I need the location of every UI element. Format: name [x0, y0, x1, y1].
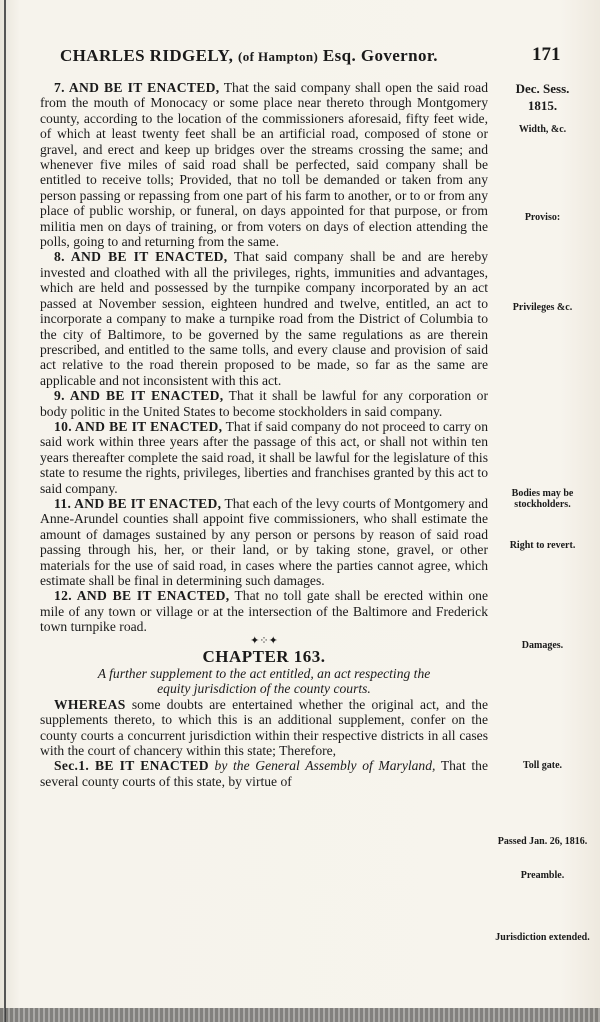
- whereas-lead: WHEREAS: [54, 696, 126, 712]
- running-title-main: CHARLES RIDGELY,: [60, 46, 234, 65]
- session-note: [490, 80, 595, 114]
- margin-note-passed: Passed Jan. 26, 1816.: [497, 836, 588, 847]
- margin-note-revert: Right to revert.: [509, 540, 576, 551]
- section-lead: 11. AND BE IT ENACTED,: [54, 495, 222, 511]
- section-12: [40, 588, 488, 634]
- chapter-heading: CHAPTER 163.: [202, 646, 326, 666]
- preamble-paragraph: [40, 697, 488, 759]
- section-lead: 7. AND BE IT ENACTED,: [54, 80, 220, 95]
- section-9: [40, 388, 488, 419]
- margin-note-preamble: Preamble.: [520, 870, 565, 881]
- sec1-italic: by the General Assembly of Maryland,: [214, 758, 436, 774]
- section-1-paragraph: [40, 758, 488, 789]
- section-lead: 9. AND BE IT ENACTED,: [54, 388, 224, 404]
- sec1-text: That the several county courts of this state, by virtue of: [40, 758, 488, 789]
- running-title-of: (of Hampton): [237, 49, 319, 64]
- section-divider-ornament: ✦⁘✦: [250, 634, 278, 647]
- section-lead: 10. AND BE IT ENACTED,: [54, 418, 223, 434]
- chapter-subtitle-line-1: A further supplement to the act entitled, an act respecting the: [97, 666, 431, 682]
- margin-note-proviso: Proviso:: [524, 212, 561, 223]
- page-bottom-edge: [0, 1008, 600, 1022]
- session-year: 1815.: [527, 98, 558, 113]
- section-lead: 12. AND BE IT ENACTED,: [54, 588, 230, 604]
- section-lead: 8. AND BE IT ENACTED,: [54, 249, 228, 265]
- margin-note-privileges: Privileges &c.: [512, 302, 573, 313]
- running-header: [60, 46, 530, 66]
- margin-note-width: Width, &c.: [518, 124, 567, 135]
- section-text: That no toll gate shall be erected within one mile of any town or village or at the intersection of the Baltimore and Frederick town turnpike road.: [40, 588, 489, 635]
- page-binding-edge: [4, 0, 6, 1022]
- margin-note-bodies: Bodies may be stockholders.: [511, 488, 574, 510]
- margin-note-damages: Damages.: [521, 640, 564, 651]
- page-number: 171: [532, 44, 561, 65]
- section-text: That if said company do not proceed to carry on said work within three years after the passage of this act, or shall not within ten years thereafter complete the said road, it shall be lawful for the legislature of this state to resume the rights, privileges, liberties and franchises granted by this act to said company.: [40, 418, 489, 496]
- section-11: [40, 496, 488, 588]
- sec1-lead: Sec.1. BE IT ENACTED: [54, 758, 209, 774]
- section-text: That each of the levy courts of Montgomery and Anne-Arundel counties shall appoint five commissioners, who shall estimate the amount of damages sustained by any person or persons by reason of said road passing through his, her, or their land, or by taking stone, gravel, or other materials for the use of said road, in cases where the parties cannot agree, which estimate shall be final in determining such damages.: [40, 495, 488, 588]
- margin-note-jurisdiction: Jurisdiction extended.: [495, 932, 590, 943]
- section-8: [40, 249, 488, 388]
- section-7: [40, 80, 488, 249]
- running-title-end: Esq. Governor.: [322, 46, 438, 65]
- section-text: That it shall be lawful for any corporation or body politic in the United States to become stockholders in said company.: [40, 388, 488, 419]
- section-text: That the said company shall open the said road from the mouth of Monocacy or some place near thereto through Montgomery county, according to the location of the commissioners aforesaid, fifty feet wide, of which at least twenty feet shall be an artificial road, composed of stone or gravel, and erect and keep up bridges over the streams crossing the same; and whenever five miles of said road shall be perfected, said company shall be entitled to receive tolls; Provided, that no toll be demanded or taken from any person passing or repassing from one part of his farm to another, or to or from any place of public worship, or funeral, on days appointed for that purpose, or from militia men on days of training, or from voters on days of election attending the polls, going to and returning from the same.: [40, 80, 488, 250]
- margin-note-tollgate: Toll gate.: [522, 760, 563, 771]
- session-label: Dec. Sess.: [515, 81, 570, 96]
- section-text: That said company shall be and are hereby invested and cloathed with all the privileges, rights, immunities and advantages, which are held and possessed by the turnpike company incorporated by an act passed at November session, eighteen hundred and twelve, entitled, an act to incorporate a company to make a turnpike road from the District of Columbia to the city of Baltimore, to be governed by the same regulations as are therein prescribed, and entitled to the same tolls, and every clause and provision of said act relative to the road therein proposed to be made, so far as the same are applicable and not inconsistent with this act.: [40, 249, 489, 388]
- body-text: [40, 80, 488, 789]
- section-10: [40, 419, 488, 496]
- whereas-text: some doubts are entertained whether the original act, and the supplements thereto, to which this is an additional supplement, confer on the county courts a concurrent jurisdiction within their respective districts in all cases with the court of chancery within this state; Therefore,: [40, 696, 488, 759]
- chapter-subtitle-line-2: equity jurisdiction of the county courts.: [157, 681, 371, 697]
